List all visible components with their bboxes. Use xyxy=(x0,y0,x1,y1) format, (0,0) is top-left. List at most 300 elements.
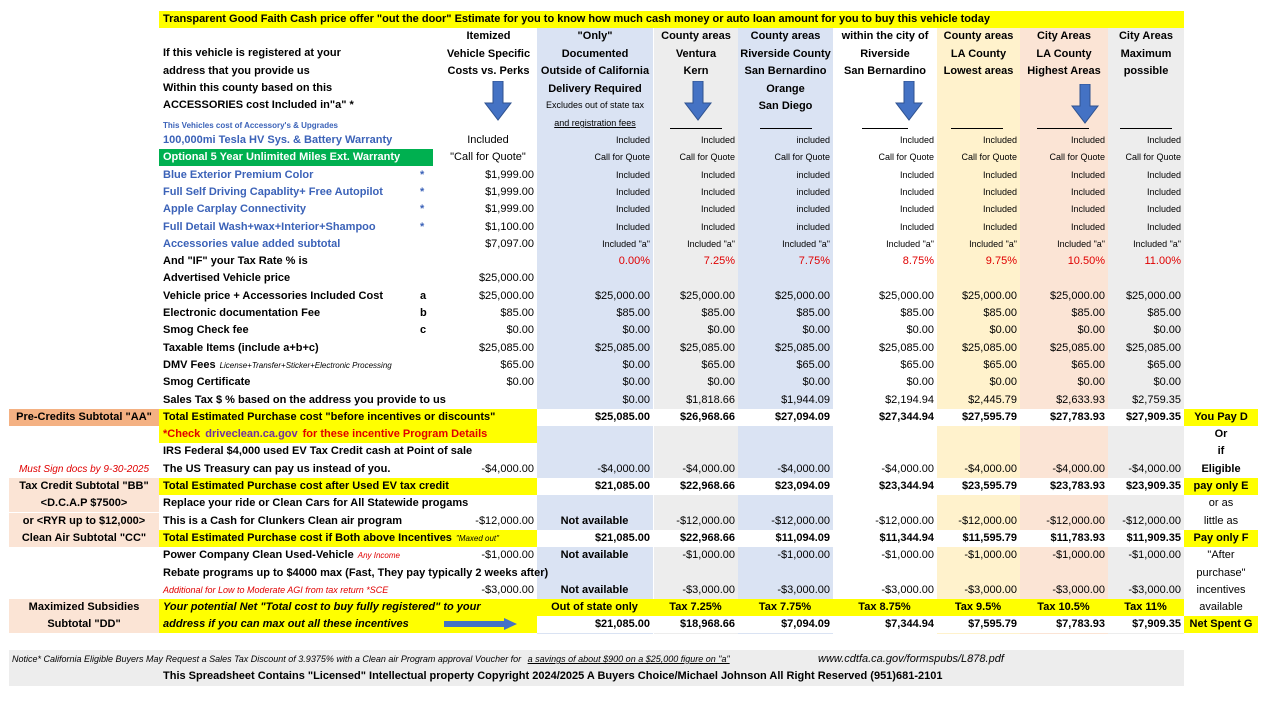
row-label-text: And "IF" your Tax Rate % is xyxy=(163,255,308,268)
table-cell: $0.00 xyxy=(707,324,735,337)
table-cell: $27,783.93 xyxy=(1049,410,1105,423)
right-label: little as xyxy=(1203,514,1239,527)
table-cell: $0.00 xyxy=(989,376,1017,389)
table-cell: Included xyxy=(615,204,650,215)
table-cell: -$12,000.00 xyxy=(875,514,934,527)
table-cell: $0.00 xyxy=(906,324,934,337)
page-title: Transparent Good Faith Cash price offer "out the door" Estimate for you to know how much cash money or auto loan amount for you to buy this vehicle today xyxy=(163,13,990,25)
table-cell: Call for Quote xyxy=(594,152,650,163)
table-row xyxy=(0,132,1261,149)
divider xyxy=(670,128,722,129)
table-cell: $18,968.66 xyxy=(679,618,735,631)
table-cell: $65.00 xyxy=(1147,358,1181,371)
table-cell: $1,999.00 xyxy=(485,185,534,198)
divider xyxy=(1037,128,1089,129)
table-cell: Call for Quote xyxy=(1125,152,1181,163)
table-cell: $25,085.00 xyxy=(478,341,534,354)
intro-line: ACCESSORIES cost Included in"a" * xyxy=(163,99,354,111)
table-cell: 8.75% xyxy=(902,255,934,268)
table-cell: Included xyxy=(1070,169,1105,180)
table-cell: $65.00 xyxy=(983,358,1017,371)
copyright: This Spreadsheet Contains "Licensed" Intellectual property Copyright 2024/2025 A Buyers Choice/Michael Johnson All Right Reserved (951)681-2101 xyxy=(163,670,943,682)
table-cell: $0.00 xyxy=(1153,324,1181,337)
column-header: Outside of California xyxy=(540,65,650,77)
row-label xyxy=(163,167,313,184)
left-label: or <RYR up to $12,000> xyxy=(9,513,159,530)
table-cell: -$1,000.00 xyxy=(881,549,934,562)
table-row xyxy=(0,270,1261,287)
row-label xyxy=(163,201,306,218)
table-row xyxy=(0,565,1261,582)
row-label-text: Total Estimated Purchase cost if Both above Incentives xyxy=(163,531,452,544)
column-header: Costs vs. Perks xyxy=(447,65,530,77)
table-cell: $23,094.09 xyxy=(774,480,830,492)
table-cell: $22,968.66 xyxy=(679,531,735,544)
table-cell: Included xyxy=(700,135,735,145)
column-header: San Diego xyxy=(758,100,813,112)
table-cell: $85.00 xyxy=(701,307,735,319)
left-label: Maximized Subsidies xyxy=(9,599,159,616)
table-cell: $0.00 xyxy=(989,324,1017,337)
accessory-note: This Vehicles cost of Accessory's & Upgrades xyxy=(163,121,339,130)
table-cell: Included xyxy=(1146,221,1181,232)
table-cell: -$12,000.00 xyxy=(676,514,735,527)
table-cell: $7,595.79 xyxy=(968,618,1017,631)
table-row xyxy=(0,322,1261,339)
table-cell: $0.00 xyxy=(1077,376,1105,389)
table-cell: $7,094.09 xyxy=(781,618,830,631)
row-label xyxy=(163,443,472,460)
table-cell: -$4,000.00 xyxy=(1052,462,1105,475)
table-cell: $1,100.00 xyxy=(485,220,534,233)
row-letter: * xyxy=(420,185,425,198)
notice-url[interactable]: www.cdtfa.ca.gov/formspubs/L878.pdf xyxy=(818,653,1004,665)
table-cell: $1,818.66 xyxy=(686,393,735,406)
row-label xyxy=(163,288,383,305)
table-cell: -$12,000.00 xyxy=(475,514,534,527)
table-cell: $23,783.93 xyxy=(1049,480,1105,492)
column-header: County areas xyxy=(661,30,731,42)
row-label xyxy=(163,495,468,512)
table-cell: Tax 7.25% xyxy=(669,601,722,614)
left-label: Clean Air Subtotal "CC" xyxy=(9,530,159,547)
table-row xyxy=(0,201,1261,218)
table-cell: $85.00 xyxy=(1147,307,1181,319)
table-cell: -$4,000.00 xyxy=(682,462,735,475)
table-cell: $27,094.09 xyxy=(774,410,830,423)
row-label xyxy=(163,616,409,633)
table-row xyxy=(0,236,1261,253)
table-row xyxy=(0,426,1261,443)
table-cell: 7.25% xyxy=(703,255,735,268)
table-cell: $65.00 xyxy=(1071,358,1105,371)
right-label: Or xyxy=(1214,428,1228,441)
table-cell: -$3,000.00 xyxy=(777,583,830,596)
table-cell: -$4,000.00 xyxy=(777,462,830,475)
table-row xyxy=(0,340,1261,357)
left-label: <D.C.A.P $7500> xyxy=(9,495,159,512)
table-cell: $7,097.00 xyxy=(485,237,534,250)
table-row xyxy=(0,461,1261,478)
row-label xyxy=(163,409,495,426)
row-label-text: DMV Fees xyxy=(163,358,216,371)
table-cell: $25,000.00 xyxy=(1049,289,1105,302)
notice: Notice* California Eligible Buyers May Request a Sales Tax Discount of 3.9375% with a Clean air Program approval Voucher for xyxy=(12,654,522,664)
table-cell: $85.00 xyxy=(796,307,830,319)
right-label: purchase" xyxy=(1196,566,1246,579)
down-arrow-icon xyxy=(684,81,712,121)
table-row xyxy=(0,288,1261,305)
row-label-text: Total Estimated Purchase cost after Used EV tax credit xyxy=(163,480,449,492)
right-label: pay only E xyxy=(1184,478,1258,495)
table-row xyxy=(0,409,1261,426)
table-cell: $65.00 xyxy=(701,358,735,371)
table-cell: $11,344.94 xyxy=(879,531,934,544)
left-label: Tax Credit Subtotal "BB" xyxy=(9,478,159,495)
table-cell: $0.00 xyxy=(506,324,534,337)
table-cell: Included xyxy=(1070,204,1105,215)
table-row xyxy=(0,582,1261,599)
table-cell: -$3,000.00 xyxy=(1052,583,1105,596)
table-cell: $0.00 xyxy=(906,376,934,389)
table-cell: 9.75% xyxy=(985,255,1017,268)
table-cell: "Call for Quote" xyxy=(450,151,526,164)
table-cell: Out of state only xyxy=(551,601,638,614)
column-header: Lowest areas xyxy=(943,65,1014,77)
row-label xyxy=(163,184,383,201)
column-header: Maximum xyxy=(1120,47,1172,60)
table-cell: $7,783.93 xyxy=(1056,618,1105,631)
table-cell: $25,085.00 xyxy=(594,341,650,354)
table-cell: Included xyxy=(899,135,934,145)
table-cell: -$4,000.00 xyxy=(964,462,1017,475)
table-cell: $25,085.00 xyxy=(878,341,934,354)
row-label xyxy=(163,547,400,564)
table-row xyxy=(0,305,1261,322)
column-header: within the city of xyxy=(841,30,929,42)
table-cell: $7,909.35 xyxy=(1132,618,1181,631)
row-label-text: Additional for Low to Moderate AGI from tax return *SCE xyxy=(163,584,389,595)
row-label xyxy=(163,461,390,478)
column-header: Riverside County xyxy=(740,47,831,60)
intro-line: address that you provide us xyxy=(163,65,310,77)
table-cell: -$1,000.00 xyxy=(682,549,735,562)
row-label-text: IRS Federal $4,000 used EV Tax Credit cash at Point of sale xyxy=(163,445,473,458)
row-label-text: Advertised Vehicle price xyxy=(163,272,291,285)
table-cell: $23,344.94 xyxy=(878,480,934,492)
table-cell: Included xyxy=(700,204,735,215)
table-cell: included xyxy=(796,204,830,215)
row-label xyxy=(163,565,548,582)
column-header: LA County xyxy=(950,47,1007,60)
table-cell: $85.00 xyxy=(616,307,650,319)
row-label-text: The US Treasury can pay us instead of you. xyxy=(163,462,391,475)
intro-line: If this vehicle is registered at your xyxy=(163,47,341,59)
table-cell: Call for Quote xyxy=(1049,152,1105,163)
table-cell: $26,968.66 xyxy=(679,410,735,423)
table-cell: $23,595.79 xyxy=(961,480,1017,492)
table-cell: $65.00 xyxy=(500,358,534,371)
row-label xyxy=(163,426,487,443)
row-letter: b xyxy=(420,307,427,319)
table-cell: Included xyxy=(615,169,650,180)
right-label: Net Spent G xyxy=(1184,616,1258,633)
right-label: available xyxy=(1199,601,1243,614)
table-cell: $85.00 xyxy=(1071,307,1105,319)
table-cell: $0.00 xyxy=(622,358,650,371)
table-cell: -$1,000.00 xyxy=(1052,549,1105,562)
down-arrow-icon xyxy=(484,81,512,121)
table-cell: $11,783.93 xyxy=(1050,531,1105,544)
table-row xyxy=(0,374,1261,391)
table-cell: 0.00% xyxy=(618,255,650,268)
row-label-text: Rebate programs up to $4000 max (Fast, They pay typically 2 weeks after) xyxy=(163,566,549,579)
table-row xyxy=(0,547,1261,564)
notice-text xyxy=(12,651,730,668)
row-label-text: Accessories value added subtotal xyxy=(163,237,341,250)
row-label-text: Electronic documentation Fee xyxy=(163,307,321,319)
left-label: Subtotal "DD" xyxy=(9,616,159,633)
table-cell: Call for Quote xyxy=(774,152,830,163)
column-header: Highest Areas xyxy=(1027,65,1101,77)
table-cell: $25,000.00 xyxy=(478,272,534,285)
table-cell: -$4,000.00 xyxy=(1128,462,1181,475)
table-row xyxy=(0,149,1261,166)
table-cell: $65.00 xyxy=(900,358,934,371)
table-cell: included xyxy=(796,186,830,197)
row-label xyxy=(163,513,402,530)
table-cell: -$1,000.00 xyxy=(481,549,534,562)
table-row xyxy=(0,167,1261,184)
down-arrow-icon xyxy=(895,81,923,121)
divider xyxy=(862,128,908,129)
row-label-text: Vehicle price + Accessories Included Cost xyxy=(163,289,383,302)
row-label xyxy=(163,392,446,409)
table-cell: $0.00 xyxy=(1153,376,1181,389)
row-label-text: Power Company Clean Used-Vehicle xyxy=(163,549,354,562)
column-header: County areas xyxy=(943,30,1014,42)
row-label xyxy=(163,599,481,616)
row-label xyxy=(163,270,290,287)
row-label xyxy=(163,340,319,357)
table-cell: Included "a" xyxy=(1133,238,1181,249)
column-header: Kern xyxy=(683,65,709,77)
table-cell: Included xyxy=(700,169,735,180)
table-cell: included xyxy=(796,169,830,180)
column-header: possible xyxy=(1123,65,1169,77)
driveclean-link[interactable]: driveclean.ca.gov xyxy=(205,428,298,441)
column-header: County areas xyxy=(750,30,821,42)
table-cell: $27,344.94 xyxy=(878,410,934,423)
table-cell: $25,000.00 xyxy=(878,289,934,302)
row-label-text: Smog Certificate xyxy=(163,376,251,389)
row-letter: a xyxy=(420,289,427,302)
row-label-text: Taxable Items (include a+b+c) xyxy=(163,341,319,354)
table-row xyxy=(0,495,1261,512)
table-cell: Call for Quote xyxy=(679,152,735,163)
table-cell: Included xyxy=(1146,169,1181,180)
table-cell: $2,194.94 xyxy=(885,393,934,406)
column-header: Orange xyxy=(766,82,805,95)
column-header: Delivery Required xyxy=(548,82,642,95)
table-cell: $0.00 xyxy=(622,376,650,389)
table-cell: Call for Quote xyxy=(961,152,1017,163)
right-label: if xyxy=(1217,445,1225,458)
right-label: Eligible xyxy=(1201,462,1241,475)
row-label xyxy=(163,530,499,547)
column-header: San Bernardino xyxy=(844,65,926,77)
column-header: Riverside xyxy=(860,47,910,60)
table-cell: Tax 10.5% xyxy=(1037,601,1090,614)
left-label: Must Sign docs by 9-30-2025 xyxy=(18,463,150,475)
table-cell: $25,000.00 xyxy=(478,289,534,302)
row-label-text: Sales Tax $ % based on the address you provide to us xyxy=(163,393,446,406)
row-label xyxy=(163,219,376,236)
table-cell: Included "a" xyxy=(886,238,934,249)
table-cell: $25,000.00 xyxy=(1125,289,1181,302)
column-header: Itemized xyxy=(466,30,511,42)
row-label-sub: "Maxed out" xyxy=(455,533,499,543)
table-cell: $27,595.79 xyxy=(961,410,1017,423)
table-cell: $85.00 xyxy=(900,307,934,319)
right-label: or as xyxy=(1208,497,1234,510)
row-label-text: address if you can max out all these incentives xyxy=(163,618,409,631)
table-row xyxy=(0,253,1261,270)
table-cell: -$4,000.00 xyxy=(481,462,534,475)
table-cell: Included xyxy=(899,204,934,215)
notice-savings: a savings of about $900 on a $25,000 figure on "a" xyxy=(527,654,730,664)
down-arrow-icon xyxy=(1071,84,1099,124)
table-cell: Included xyxy=(700,186,735,197)
row-label xyxy=(163,357,392,374)
row-label xyxy=(163,305,320,322)
row-label-text: 100,000mi Tesla HV Sys. & Battery Warranty xyxy=(163,134,393,146)
table-cell: Included xyxy=(1146,204,1181,215)
row-label xyxy=(163,374,250,391)
table-cell: $0.00 xyxy=(622,393,650,406)
column-header: City Areas xyxy=(1036,30,1091,42)
table-cell: Included xyxy=(1070,221,1105,232)
table-cell: $25,000.00 xyxy=(679,289,735,302)
table-cell: $27,909.35 xyxy=(1125,410,1181,423)
table-cell: $23,909.35 xyxy=(1125,480,1181,492)
right-label: incentives xyxy=(1196,583,1246,596)
row-label xyxy=(163,149,400,166)
table-cell: $21,085.00 xyxy=(594,618,650,631)
table-cell: 11.00% xyxy=(1144,255,1181,268)
table-cell: $11,909.35 xyxy=(1126,531,1181,544)
table-cell: $65.00 xyxy=(796,358,830,371)
table-cell: Included "a" xyxy=(969,238,1017,249)
divider xyxy=(760,128,812,129)
table-cell: -$4,000.00 xyxy=(597,462,650,475)
row-letter: * xyxy=(420,168,425,181)
table-cell: -$3,000.00 xyxy=(964,583,1017,596)
table-cell: Included "a" xyxy=(687,238,735,249)
table-cell: $0.00 xyxy=(506,376,534,389)
row-label xyxy=(163,322,249,339)
column-header: Ventura xyxy=(675,47,717,60)
table-row xyxy=(0,392,1261,409)
column-header: San Bernardino xyxy=(744,65,827,77)
column-header: LA County xyxy=(1036,47,1092,60)
table-cell: -$4,000.00 xyxy=(881,462,934,475)
row-label-sub: License+Transfer+Sticker+Electronic Processing xyxy=(219,360,392,370)
table-cell: $25,085.00 xyxy=(1049,341,1105,354)
table-row xyxy=(0,219,1261,236)
row-label-text: Apple Carplay Connectivity xyxy=(163,203,307,216)
table-cell: -$1,000.00 xyxy=(964,549,1017,562)
table-cell: -$12,000.00 xyxy=(1122,514,1181,527)
table-cell: Included xyxy=(982,221,1017,232)
row-label-sub: Any Income xyxy=(357,551,400,561)
column-header: City Areas xyxy=(1118,30,1173,42)
table-cell: $25,000.00 xyxy=(774,289,830,302)
table-cell: Included xyxy=(700,221,735,232)
row-label-text: Full Self Driving Capablity+ Free Autopilot xyxy=(163,185,383,198)
table-cell: included xyxy=(796,221,830,232)
table-row xyxy=(0,616,1261,633)
table-cell: 7.75% xyxy=(798,255,830,268)
table-cell: $22,968.66 xyxy=(679,480,735,492)
table-cell: $2,633.93 xyxy=(1056,393,1105,406)
table-cell: -$12,000.00 xyxy=(771,514,830,527)
table-cell: $85.00 xyxy=(500,307,534,319)
excl-note: and registration fees xyxy=(554,118,636,128)
excl-note: Excludes out of state tax xyxy=(545,100,645,110)
row-label-text: Optional 5 Year Unlimited Miles Ext. Warranty xyxy=(163,151,401,164)
table-cell: Tax 7.75% xyxy=(758,601,812,614)
row-label-text: Full Detail Wash+wax+Interior+Shampoo xyxy=(163,220,376,233)
table-cell: Included xyxy=(982,186,1017,197)
table-cell: $11,595.79 xyxy=(962,531,1017,544)
table-cell: $2,445.79 xyxy=(968,393,1017,406)
table-cell: Included xyxy=(899,221,934,232)
check-label-tail: for these incentive Program Details xyxy=(302,428,488,441)
table-cell: Not available xyxy=(560,514,629,527)
table-cell: Tax 8.75% xyxy=(858,601,911,614)
table-row xyxy=(0,357,1261,374)
table-cell: $11,094.09 xyxy=(775,531,830,544)
table-cell: -$3,000.00 xyxy=(1128,583,1181,596)
table-cell: Included xyxy=(615,221,650,232)
right-label: Pay only F xyxy=(1184,530,1258,547)
table-cell: Included xyxy=(982,169,1017,180)
row-label-text: Blue Exterior Premium Color xyxy=(163,168,314,181)
table-cell: $1,999.00 xyxy=(485,168,534,181)
table-row xyxy=(0,478,1261,495)
right-label: "After xyxy=(1207,549,1235,562)
table-row xyxy=(0,443,1261,460)
row-label xyxy=(163,582,388,599)
table-cell: Included xyxy=(615,186,650,197)
table-cell: $2,759.35 xyxy=(1132,393,1181,406)
row-label-text: Replace your ride or Clean Cars for All Statewide progams xyxy=(163,497,469,510)
table-cell: $25,000.00 xyxy=(594,289,650,302)
table-row xyxy=(0,184,1261,201)
table-cell: Not available xyxy=(560,549,629,562)
table-cell: Included xyxy=(982,135,1017,145)
table-cell: Included xyxy=(982,204,1017,215)
table-cell: $21,085.00 xyxy=(594,531,650,544)
row-letter: c xyxy=(420,324,427,337)
table-cell: Tax 11% xyxy=(1124,601,1167,614)
row-label-text: This is a Cash for Clunkers Clean air program xyxy=(163,514,403,527)
table-cell: -$3,000.00 xyxy=(481,583,534,596)
column-header: Documented xyxy=(561,47,629,60)
table-cell: $25,085.00 xyxy=(679,341,735,354)
row-label xyxy=(163,478,449,495)
